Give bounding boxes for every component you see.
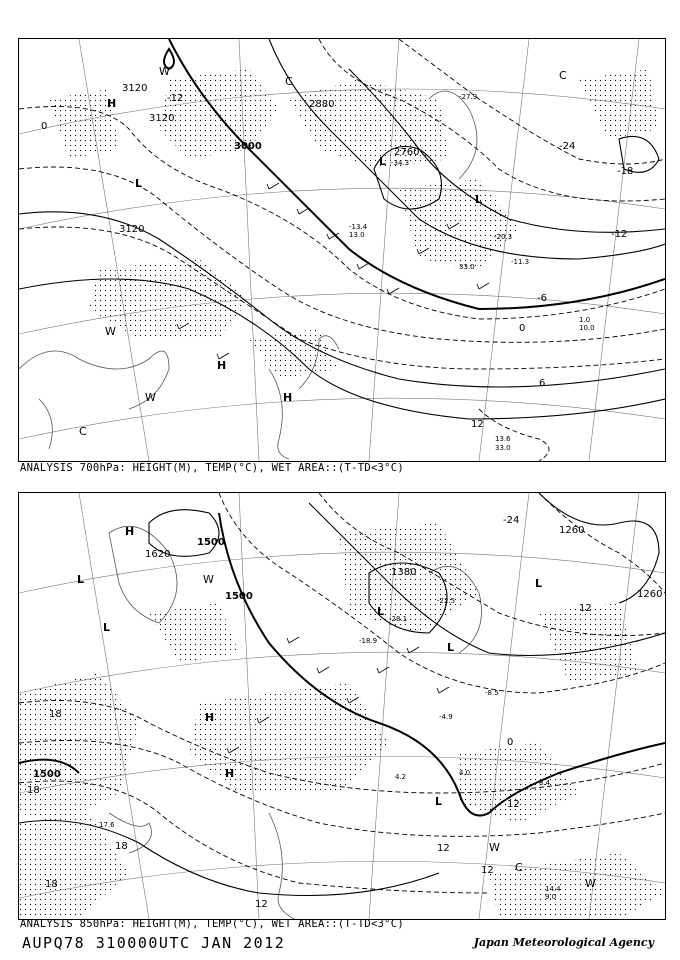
temp-label: -12 (167, 93, 184, 104)
temp-label: 12 (471, 419, 484, 430)
height-label: 1620 (145, 549, 171, 560)
temp-label: 6 (539, 378, 546, 389)
cold-marker: C (285, 75, 293, 88)
warm-marker: W (145, 391, 156, 404)
cold-marker: C (559, 69, 567, 82)
high-pressure-marker: H (225, 767, 235, 780)
high-pressure-marker: H (283, 391, 293, 404)
height-label: 1500 (33, 769, 61, 780)
station-value: 33.0 (459, 263, 475, 271)
height-label: 3120 (122, 83, 148, 94)
chart-code-and-time: AUPQ78 310000UTC JAN 2012 (22, 934, 286, 952)
temp-label: 0 (41, 121, 48, 132)
height-label: 3000 (234, 141, 262, 152)
temp-label: -12 (611, 229, 628, 240)
station-value: 8.4 (539, 779, 551, 787)
warm-marker: W (159, 65, 170, 78)
low-pressure-marker: L (435, 795, 443, 808)
cold-marker: C (515, 861, 523, 874)
station-value: 33.0 (495, 444, 511, 452)
map-700hpa (18, 38, 666, 462)
cold-marker: C (79, 425, 87, 438)
station-value: -34.3 (391, 159, 410, 167)
wet-areas-850 (19, 523, 665, 919)
station-value: 10.0 (579, 324, 595, 332)
temp-label: 18 (45, 879, 58, 890)
height-label: 1500 (225, 591, 253, 602)
height-label: 2880 (309, 99, 335, 110)
temp-label: 0 (507, 737, 514, 748)
station-value: 17.6 (99, 821, 115, 829)
high-pressure-marker: H (205, 711, 215, 724)
height-label: 1260 (637, 589, 663, 600)
station-value: 13.6 (495, 435, 511, 443)
temp-label: -6 (537, 293, 547, 304)
station-value: -27.9 (459, 93, 478, 101)
map-850hpa (18, 492, 666, 920)
high-pressure-marker: H (125, 525, 135, 538)
station-value: -22.5 (437, 597, 456, 605)
station-value: 4.0 (459, 769, 471, 777)
station-value: 1.0 (579, 316, 591, 324)
height-label: 1260 (559, 525, 585, 536)
temp-label: -24 (559, 141, 576, 152)
temp-label: 18 (115, 841, 128, 852)
low-pressure-marker: L (377, 605, 385, 618)
temp-label: 12 (579, 603, 592, 614)
temp-label: 0 (519, 323, 526, 334)
station-value: 9.0 (545, 893, 557, 901)
temp-label: 18 (49, 709, 62, 720)
station-value: -28.1 (389, 615, 408, 623)
station-value: -4.9 (439, 713, 453, 721)
temp-label: 12 (255, 899, 268, 910)
low-pressure-marker: L (535, 577, 543, 590)
station-value: 4.2 (395, 773, 407, 781)
station-value: 14.4 (545, 885, 561, 893)
warm-marker: W (585, 877, 596, 890)
station-value: -11.3 (511, 258, 530, 266)
temp-label: -18 (617, 166, 634, 177)
height-label: 2760 (394, 147, 420, 158)
caption-850hpa: ANALYSIS 850hPa: HEIGHT(M), TEMP(°C), WET AREA::(T-TD<3°C) (20, 918, 405, 930)
map-850hpa-canvas (19, 493, 665, 919)
agency-name: Japan Meteorological Agency (473, 936, 654, 949)
height-label: 1380 (391, 567, 417, 578)
caption-700hpa: ANALYSIS 700hPa: HEIGHT(M), TEMP(°C), WET AREA::(T-TD<3°C) (20, 462, 405, 474)
high-pressure-marker: H (107, 97, 117, 110)
low-pressure-marker: L (77, 573, 85, 586)
height-label: 1500 (197, 537, 225, 548)
temp-label: 12 (437, 843, 450, 854)
temp-label: 12 (507, 799, 520, 810)
low-pressure-marker: L (379, 155, 387, 168)
temp-label: 12 (481, 865, 494, 876)
warm-marker: W (203, 573, 214, 586)
height-label: 3120 (119, 224, 145, 235)
low-pressure-marker: L (447, 641, 455, 654)
station-value: -20.3 (494, 233, 513, 241)
high-pressure-marker: H (217, 359, 227, 372)
temp-label: 18 (27, 785, 40, 796)
station-value: -18.9 (359, 637, 378, 645)
warm-marker: W (105, 325, 116, 338)
warm-marker: W (489, 841, 500, 854)
station-value: -13.4 (349, 223, 368, 231)
low-pressure-marker: L (103, 621, 111, 634)
low-pressure-marker: L (135, 177, 143, 190)
station-value: 13.0 (349, 231, 365, 239)
temp-label: -24 (503, 515, 520, 526)
station-value: -8.5 (485, 689, 499, 697)
height-label: 3120 (149, 113, 175, 124)
map-700hpa-canvas (19, 39, 665, 461)
low-pressure-marker: L (475, 193, 483, 206)
